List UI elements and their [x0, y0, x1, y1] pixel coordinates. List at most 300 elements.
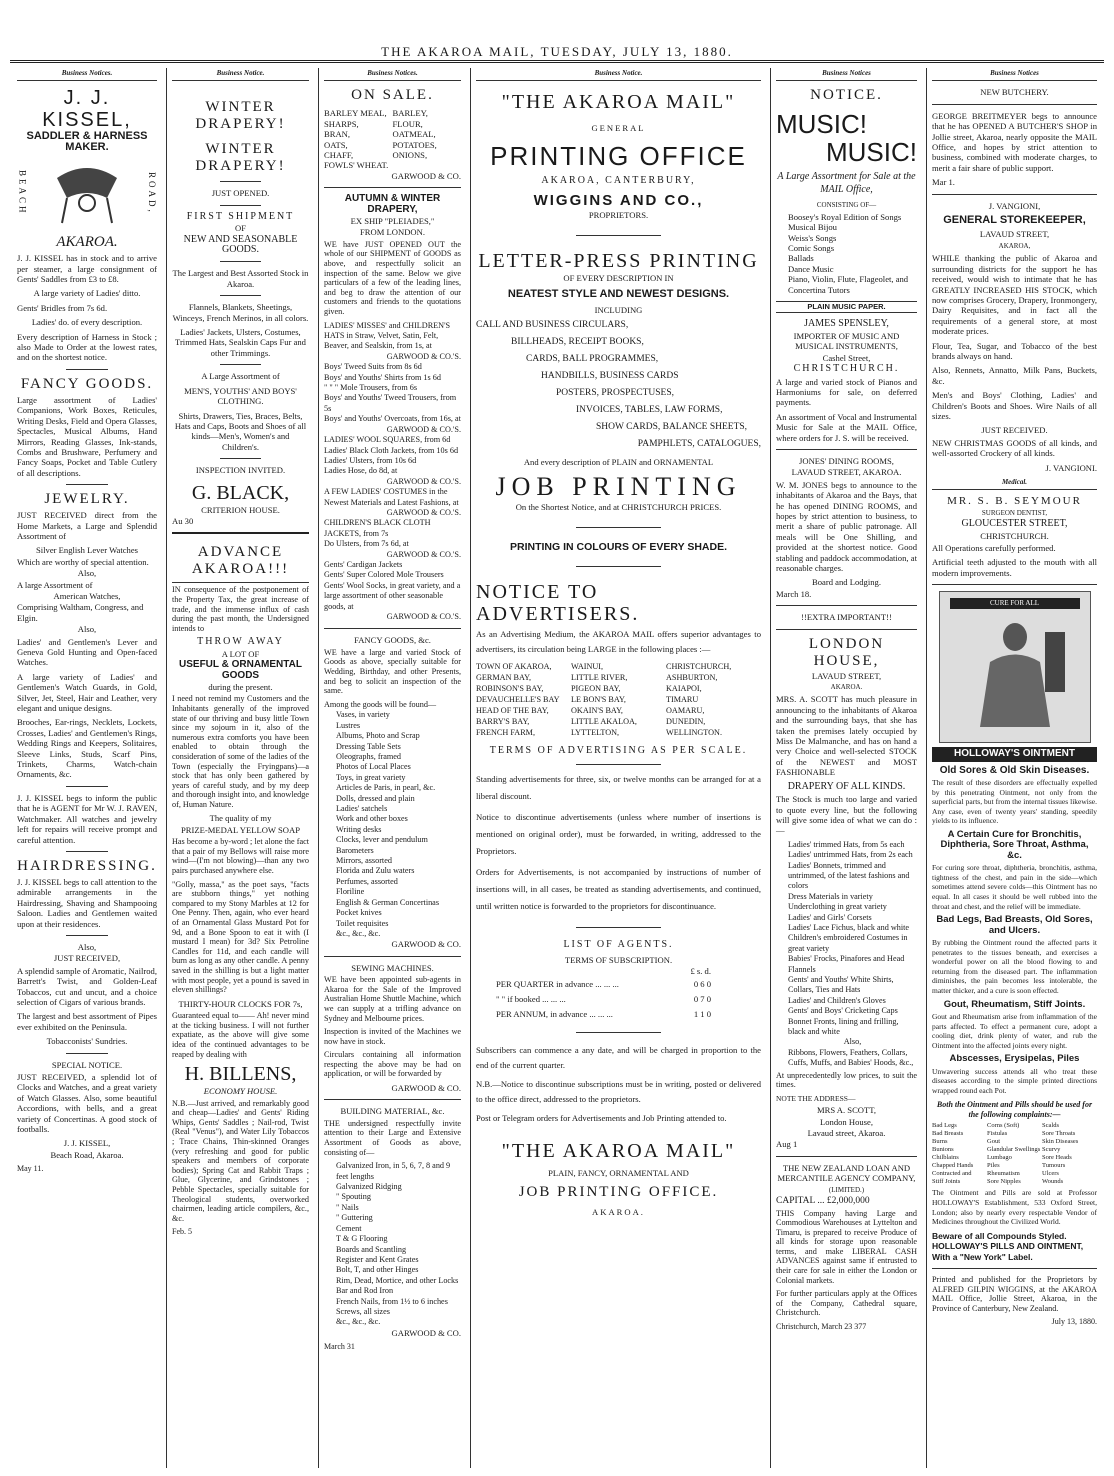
text-line: OF EVERY DESCRIPTION IN — [563, 272, 674, 283]
list-item: Ladies' and Children's Gloves — [788, 995, 886, 1005]
divider — [776, 449, 917, 450]
text-line: SPECIAL NOTICE. — [51, 1059, 123, 1070]
building-material-list — [324, 1161, 461, 1328]
list-item: Register and Kent Grates — [336, 1254, 419, 1264]
paragraph: A splendid sample of Aromatic, Nailrod, Barrett's Twist, and Golden-Leaf Tobaccos, cut and uncut, and a choice selection of Cigars of various brands. — [17, 965, 157, 1007]
headline: ON SALE. — [351, 87, 434, 104]
divider — [66, 851, 108, 852]
list-item: Clocks, lever and pendulum — [336, 835, 428, 845]
date-line: May 11. — [17, 1164, 44, 1174]
list-item: Boosey's Royal Edition of Songs — [788, 211, 902, 222]
text-line: THIRTY-HOUR CLOCKS FOR 7s, — [178, 998, 303, 1009]
text-line: IMPORTER OF MUSIC AND MUSICAL INSTRUMENTS, — [793, 330, 900, 352]
text-line: AKAROA. — [592, 1207, 645, 1218]
signature: GARWOOD & CO.'S. — [386, 424, 461, 434]
text-line: £ s. d. — [690, 966, 711, 977]
list-item: Floriline — [336, 887, 365, 897]
list-item: Photos of Local Places — [336, 762, 411, 772]
produce-item: POTATOES, — [392, 139, 437, 150]
divider — [776, 1156, 917, 1157]
text-line: THROW AWAY — [197, 636, 284, 648]
list-item: Ladies' Black Cloth Jackets, from 10s 6d — [324, 445, 459, 455]
paragraph: NEW CHRISTMAS GOODS of all kinds, and well-assorted Crockery of all kinds. — [932, 437, 1097, 459]
paragraph: For further particulars apply at the Offices of the Company, Cathedral square, Christchurch. — [776, 1289, 917, 1318]
paragraph: J. J. KISSEL begs to call attention to the admirable arrangements in the Hairdressing, Shaving and Shampooing Saloon. Ladies and Gentlemen waited upon at their residences. — [17, 876, 157, 929]
text-line: THE NEW ZEALAND LOAN AND MERCANTILE AGENCY COMPANY, — [777, 1162, 916, 1184]
text-line: !!EXTRA IMPORTANT!! — [801, 612, 892, 623]
paragraph: Ladies' and Gentlemen's Lever and Geneva Gold Hunting and Open-faced Watches. — [17, 636, 157, 668]
text-line: JAMES SPENSLEY, — [804, 318, 889, 330]
complaint-item: Fistulas — [987, 1130, 1008, 1138]
trade-title: SADDLER & HARNESS MAKER. — [26, 130, 148, 153]
paragraph: Has become a by-word ; let alone the fact that a pair of my Bellows will raise more wind—(I'm not blowing)—than any two pairs purchased anywhere else. — [172, 837, 309, 876]
column-5 — [770, 68, 922, 1468]
section-heading: FANCY GOODS. — [20, 375, 154, 392]
column-header: Business Notice. — [476, 68, 761, 81]
subscription-row — [476, 1007, 761, 1022]
list-item: " Nails — [336, 1202, 359, 1212]
text-line: And every description of PLAIN and ORNAMENTAL — [523, 456, 714, 467]
text-line: GENERAL — [591, 123, 646, 134]
paragraph: The Ointment and Pills are sold at Professor HOLLOWAY'S Establishment, 533 Oxford Street, London; also by nearly every respectable Vendor of Medicines throughout the Civilized World. — [932, 1188, 1097, 1227]
paragraph: A large variety of Ladies' and Gentlemen's Watch Guards, in Gold, Silver, Jet, Steel, Hair and Leather, very elegant and unique designs. — [17, 671, 157, 714]
paragraph: Printed and published for the Proprietors by ALFRED GILPIN WIGGINS, at the AKAROA MAIL Office, Jollie Street, Akaroa, in the Province of Canterbury, New Zealand. — [932, 1274, 1097, 1313]
produce-item: BARLEY MEAL, — [324, 108, 387, 119]
divider — [66, 786, 108, 787]
headline: LETTER-PRESS PRINTING — [478, 249, 759, 272]
text-line: CHRISTCHURCH. — [980, 530, 1049, 541]
section-heading: NEW BUTCHERY. — [980, 87, 1049, 98]
complaint-item: Contracted and — [932, 1170, 972, 1178]
text-line: INSPECTION INVITED. — [195, 465, 286, 476]
paragraph: Orders for Advertisements, is not accompanied by instructions of number of insertions will, in all cases, be treated as standing advertisements, and continued, until written notice is forwarded to the proprietors for discontinuance. — [476, 867, 761, 912]
divider — [172, 532, 309, 534]
text-line: J. VANGIONI, — [988, 200, 1041, 211]
list-item: Ladies' untrimmed Hats, from 2s each — [788, 850, 913, 860]
text-line: With a "New York" Label. — [932, 1251, 1033, 1262]
divider — [776, 605, 917, 606]
divider — [66, 1053, 108, 1054]
list-item: Bolt, T, and other Hinges — [336, 1265, 419, 1275]
divider — [576, 764, 662, 765]
divider — [220, 458, 261, 459]
complaint-item: Wounds — [1042, 1178, 1064, 1186]
paragraph: The result of these disorders are effectually expelled by this penetrating Ointment, not only from the superficial parts, but from the internal tissues likewise. Any case, even of twenty years' standing, speedily yields to its influence. — [932, 778, 1097, 826]
list-item: Do Ulsters, from 7s 6d, at — [324, 539, 409, 549]
text-line: TERMS OF ADVERTISING AS PER SCALE. — [489, 745, 748, 757]
paragraph: The Stock is much too large and varied to quote every line, but the following will give some idea of what we can do :— — [776, 794, 917, 836]
signature: J. J. KISSEL, — [63, 1138, 111, 1149]
list-item: CARDS, BALL PROGRAMMES, — [526, 353, 659, 364]
list-item: Comic Songs — [788, 243, 835, 254]
date-line: Feb. 5 — [172, 1227, 192, 1237]
list-item: Perfumes, assorted — [336, 876, 398, 886]
text-line: PLAIN, FANCY, ORNAMENTAL AND — [548, 1167, 689, 1178]
paragraph: Unwavering success attends all who treat these diseases according to the simple printed directions wrapped round each Pot. — [932, 1066, 1097, 1095]
list-item: " Guttering — [336, 1213, 373, 1223]
place-item: LITTLE RIVER, — [571, 673, 628, 683]
text-line: NEW AND SEASONABLE GOODS. — [183, 233, 298, 256]
paragraph: "Golly, massa," as the poet says, "facts are stubborn things," yet nothing compared to my Stony Marbles at 12 for One Penny. Then, again, who ever heard of an Ornamental Glass Mustard Pot for 9d, and a Bone Spoon to eat it with (I mustard I mean) for 3d? Six Petroline Candles for 11d, and each candle will burn as long as any other candle. A penny saved in the shilling is but a light matter with most people, yet a pound is saved in eleven shillings? — [172, 879, 309, 995]
subscription-row — [476, 977, 761, 992]
list-item: Ribbons, Flowers, Feathers, Collars, Cuffs, Muffs, and Babies' Hoods, &c., — [788, 1047, 914, 1068]
list-item: Boys' and Youths' Shirts from 1s 6d — [324, 372, 441, 382]
hygeia-figure-icon — [940, 592, 1090, 742]
text-line: Board and Lodging. — [812, 577, 881, 588]
list-item: Rim, Dead, Mortice, and other Locks — [336, 1275, 459, 1285]
list-item: Ladies Hose, do 8d, at — [324, 466, 398, 476]
list-item: Boys' and Youths' Overcoats, from 16s, at — [324, 414, 461, 424]
section-heading: JEWELRY. — [44, 491, 130, 508]
list-item: A FEW LADIES' COSTUMES in the Newest Materials and Latest Fashions, at — [324, 487, 459, 507]
list-item: CALL AND BUSINESS CIRCULARS, — [476, 319, 629, 330]
divider — [932, 104, 1097, 105]
music-list — [776, 212, 917, 295]
list-item: T & G Flooring — [336, 1234, 388, 1244]
place-item: FRENCH FARM, — [476, 728, 535, 738]
list-item: Florida and Zulu waters — [336, 866, 415, 876]
headline: MUSIC! — [776, 109, 867, 140]
paragraph: Guaranteed equal to—— Ah! never mind at the ticking business. I will not further expatiate, as the above will give some idea of the continued advantages to be reaped by dealing with — [172, 1011, 309, 1059]
section-heading: HAIRDRESSING. — [17, 857, 157, 874]
paragraph: JUST RECEIVED direct from the Home Markets, a Large and Splendid Assortment of — [17, 510, 157, 541]
text-line: PRINTING IN COLOURS OF EVERY SHADE. — [509, 540, 728, 553]
complaint-item: Chilblains — [932, 1154, 959, 1162]
text-line: INCLUDING — [594, 305, 643, 316]
list-item: Ladies' trimmed Hats, from 5s each — [788, 839, 905, 849]
column-header: Business Notice. — [172, 68, 309, 81]
column-header: Business Notices. — [17, 68, 157, 81]
list-item: Writing desks — [336, 824, 382, 834]
complaint-item: Bad Breasts — [932, 1130, 964, 1138]
list-item: Gents' and Youths' White Shirts, Collars, Ties and Hats — [788, 975, 894, 995]
produce-item: CHAFF, — [324, 150, 354, 161]
divider — [220, 205, 261, 206]
text-line: CONSISTING OF— — [816, 201, 877, 210]
text-line: during the present. — [208, 681, 273, 692]
date-line: July 13, 1880. — [1051, 1317, 1097, 1327]
text-line: Both the Ointment and Pills should be used for the following complaints:— — [936, 1099, 1093, 1119]
text-line: JUST RECEIVED. — [981, 425, 1048, 436]
rate-label: PER QUARTER in advance ... ... ... — [496, 978, 619, 989]
cure-banner: CURE FOR ALL — [950, 598, 1080, 608]
paragraph: Standing advertisements for three, six, or twelve months can be arranged for at a liberal discount. — [476, 774, 761, 802]
place-item: GERMAN BAY, — [476, 673, 532, 683]
text-line: ECONOMY HOUSE. — [203, 1086, 278, 1097]
complaint-item: Piles — [987, 1162, 1000, 1170]
list-item: &c., &c., &c. — [336, 1317, 381, 1327]
list-item: Ladies' satchels — [336, 804, 388, 814]
produce-item: BARLEY, — [392, 108, 428, 119]
column-6 — [926, 68, 1102, 1468]
column-1 — [12, 68, 162, 1468]
text-line: JONES' DINING ROOMS, — [799, 455, 894, 466]
paragraph: Flannels, Blankets, Sheetings, Winceys, French Merinos, in all colors. — [172, 302, 309, 323]
text-line: CAPITAL ... £2,000,000 — [776, 1196, 870, 1207]
list-item: Gents' Cardigan Jackets — [324, 559, 403, 569]
text-line: Comprising Waltham, Congress, and Elgin. — [17, 602, 144, 623]
place-item: DEVAUCHELLE'S BAY — [476, 695, 560, 705]
complaint-item: Burns — [932, 1138, 948, 1146]
place-item: ROBINSON'S BAY, — [476, 684, 544, 694]
section-header: Medical. — [932, 477, 1097, 490]
complaint-item: Tumours — [1042, 1162, 1066, 1170]
list-item: HANDBILLS, BUSINESS CARDS — [541, 370, 679, 381]
complaint-item: Scalds — [1042, 1122, 1059, 1130]
list-item: Vases, in variety — [336, 710, 390, 720]
saddle-emblem-icon — [47, 158, 127, 228]
paragraph: Gents' Bridles from 7s 6d. — [17, 302, 108, 313]
signature: GARWOOD & CO. — [391, 939, 461, 950]
paragraph: Flour, Tea, Sugar, and Tobacco of the best brands always on hand. — [932, 340, 1097, 361]
list-item: Babies' Frocks, Pinafores and Head Flannels — [788, 954, 905, 974]
masthead-rule — [10, 60, 1104, 63]
list-item: Barometers — [336, 845, 374, 855]
divider — [66, 935, 108, 936]
text-line: MR. S. B. SEYMOUR — [947, 495, 1082, 508]
text-line: USEFUL & ORNAMENTAL GOODS — [179, 659, 302, 681]
paragraph: Ladies' do. of every description. — [31, 317, 143, 328]
divider — [576, 527, 662, 528]
place-item: DUNEDIN, — [666, 717, 706, 727]
complaint-item: Rheumatism — [987, 1170, 1020, 1178]
signature: GARWOOD & CO.'S. — [386, 549, 461, 559]
list-item: Bar and Rod Iron — [336, 1286, 394, 1296]
column-header: Business Notices — [776, 68, 917, 81]
paragraph: JUST RECEIVED, a splendid lot of Clocks and Watches, and a great variety of Watch Glasses. Also, some beautiful Accordions, with bells, and a great variety of Concertinas. A good stock of footballs. — [17, 1072, 157, 1135]
list-item: Cement — [336, 1223, 362, 1233]
paragraph: A large and varied stock of Pianos and Harmoniums for sale, on deferred payments. — [776, 376, 917, 408]
produce-item: OATS, — [324, 139, 348, 150]
paragraph: MRS. A. SCOTT has much pleasure in announcing to the inhabitants of Akaroa and the surrounding bays, that she has taken the premises lately occupied by Miss De Malmanche, and has on hand a very Choice and well-selected STOCK of the NEWEST and MOST FASHIONABLE — [776, 694, 917, 778]
text-line: A LOT OF — [221, 648, 260, 659]
divider — [932, 1268, 1097, 1269]
date-line: Aug 1 — [776, 1139, 798, 1150]
paragraph: Shirts, Drawers, Ties, Braces, Belts, Hats and Caps, Boots and Shoes of all kinds—Men's, Women's and Children's. — [174, 410, 307, 452]
list-item: Boys' and Youths' Tweed Trousers, from 5s — [324, 393, 457, 413]
headline: ADVANCE AKAROA!!! — [172, 544, 309, 583]
date-line: Christchurch, March 23 377 — [776, 1322, 867, 1332]
list-item: POSTERS, PROSPECTUSES, — [556, 387, 674, 398]
paragraph: Post or Telegram orders for Advertisements and Job Printing attended to. — [476, 1112, 727, 1123]
signature: J. VANGIONI. — [1045, 462, 1097, 473]
masthead: THE AKAROA MAIL, TUESDAY, JULY 13, 1880. — [381, 44, 733, 59]
advertiser-name: J. J. KISSEL, — [42, 87, 132, 132]
date-line: Au 30 — [172, 515, 194, 526]
list-item: LADIES' WOOL SQUARES, from 6d — [324, 435, 451, 445]
text-line: LAVAUD STREET, AKAROA. — [791, 467, 902, 478]
paragraph: J. J. KISSEL begs to inform the public that he is AGENT for Mr W. J. RAVEN, Watchmaker. All watches and jewelry left for repairs will receive prompt and careful attention. — [17, 792, 157, 845]
paragraph: I need not remind my Customers and the Inhabitants generally of the improved state of our thriving and busy little Town since my sojourn in it, also of the numerous extra comforts you have been enabled to obtain through the consideration of some of the ladies of the Town (especially the Fryingpans)—a stock that has only been gathered by years of careful study, and by my deep and thorough insight into, and knowledge of, Human Nature. — [172, 694, 309, 809]
rate-value: 0 6 0 — [693, 978, 711, 989]
print-services-list — [476, 317, 761, 453]
list-item: Ladies' Lace Fichus, black and white — [788, 922, 910, 932]
paragraph: A large variety of Ladies' ditto. — [33, 288, 141, 299]
text-line: AKAROA. — [830, 683, 863, 692]
text-line: LAVAUD STREET, — [979, 229, 1050, 240]
text-line: FIRST SHIPMENT — [186, 210, 295, 222]
list-item: Gents' Wool Socks, in great variety, and a large assortment of other seasonable goods, at — [324, 580, 461, 611]
list-item: Articles de Paris, in pearl, &c. — [336, 783, 436, 793]
text-line: JUST RECEIVED, — [53, 953, 121, 964]
divider — [324, 628, 461, 629]
produce-item: SHARPS, — [324, 118, 359, 129]
headline: AUTUMN & WINTER DRAPERY, — [344, 193, 441, 215]
saddler-emblem-row — [17, 158, 157, 228]
paragraph: By rubbing the Ointment round the affected parts it penetrates to the tissues beneath, and exercises a wonderful power on all the blood flowing to and returning from the diseased part. The inflammation diminishes, the pain becomes less intolerable, the matter thicker, and a cure is soon effected. — [932, 938, 1097, 995]
place-item: CHRISTCHURCH, — [666, 662, 732, 672]
signature: G. BLACK, — [191, 481, 290, 504]
divider — [576, 1032, 662, 1033]
text-line: Also, — [77, 941, 97, 952]
list-item: Ladies' Bonnets, trimmed and untrimmed, of the latest fashions and colors — [788, 860, 910, 891]
divider — [324, 956, 461, 957]
list-item: Dolls, dressed and plain — [336, 793, 415, 803]
list-item: Boys' Tweed Suits from 8s 6d — [324, 362, 422, 372]
place-item: KAIAPOI, — [666, 684, 702, 694]
list-item: French Nails, from 1½ to 6 inches — [336, 1296, 448, 1306]
headline: A Certain Cure for Bronchitis, Diphtheria, Sore Throat, Asthma, &c. — [940, 829, 1089, 861]
list-item: PAMPHLETS, CATALOGUES, — [637, 438, 761, 449]
paragraph: GEORGE BREITMEYER begs to announce that he has OPENED A BUTCHER'S SHOP in Jollie street, Akaroa, nearly opposite the MAIL Office, and hopes by strict attention to business, combined with moderate charges, to merit a fair share of public support. — [932, 110, 1097, 173]
divider — [220, 364, 261, 365]
signature: H. BILLENS, — [184, 1063, 297, 1086]
produce-item: ONIONS, — [392, 150, 428, 161]
paragraph: Men's and Boys' Clothing, Ladies' and Children's Boots and Shoes. Wire Nails of all sizes. — [932, 390, 1097, 421]
divider — [576, 235, 662, 236]
list-item: Dress Materials in variety — [788, 891, 873, 901]
list-item: Gents' and Boys' Cricketing Caps — [788, 1006, 898, 1016]
column-2 — [166, 68, 314, 1468]
text-line: EX SHIP "PLEIADES," — [350, 216, 435, 227]
paragraph: WE have JUST OPENED OUT the whole of our SHIPMENT of GOODS as above, and respectfully solicit an inspection of the same. Below we give particulars of a few of the leading lines, and beg to draw the attention of our customers and friends to the quotations given. — [324, 239, 461, 317]
list-item: LADIES' MISSES' and CHILDREN'S HATS in Straw, Velvet, Satin, Felt, Beaver, and Sealskin, from 1s, at — [324, 320, 451, 351]
headline: LONDON HOUSE, — [808, 635, 885, 669]
headline: JOB PRINTING OFFICE. — [518, 1184, 719, 1201]
paragraph: Notice to discontinue advertisements (unless where number of insertions is mentioned on original order), must be forwarded, in writing, addressed to the Proprietors. — [476, 812, 761, 857]
headline: JOB PRINTING — [495, 472, 742, 502]
divider — [324, 187, 461, 188]
list-item: Albums, Photo and Scrap — [336, 731, 420, 741]
paragraph: Every description of Harness in Stock ; also Made to Order at the lowest rates, and on the shortest notice. — [17, 331, 157, 363]
list-item: CHILDREN'S BLACK CLOTH JACKETS, from 7s — [324, 518, 431, 538]
place-item: LITTLE AKALOA, — [571, 717, 637, 727]
list-item: Ladies' Ulsters, from 10s 6d — [324, 455, 417, 465]
complaint-item: Sore Heads — [1042, 1154, 1072, 1162]
list-item: INVOICES, TABLES, LAW FORMS, — [576, 404, 723, 415]
divider — [66, 484, 108, 485]
complaint-item: Glandular Swellings — [987, 1146, 1041, 1154]
text-line: On the Shortest Notice, and at CHRISTCHURCH PRICES. — [515, 502, 722, 513]
circulation-places — [476, 661, 761, 738]
date-line: Mar 1. — [932, 177, 955, 188]
text-line: OF — [235, 223, 246, 234]
text-line: PLAIN MUSIC PAPER. — [776, 301, 917, 313]
complaint-item: Skin Diseases — [1042, 1138, 1079, 1146]
text-line: Among the goods will be found— — [324, 699, 437, 709]
list-item: Screws, all sizes — [336, 1306, 390, 1316]
complaint-item: Chapped Hands — [932, 1162, 974, 1170]
text-line: CHRISTCHURCH. — [793, 363, 900, 375]
signature: GARWOOD & CO. — [391, 1083, 461, 1094]
headline: PRINTING OFFICE — [490, 140, 747, 171]
text-line: GLOUCESTER STREET, — [961, 518, 1068, 530]
divider — [220, 295, 261, 296]
fancy-goods-list — [324, 710, 461, 939]
list-item: Gents' Super Colored Mole Trousers — [324, 570, 444, 580]
text-line: LIST OF AGENTS. — [563, 939, 674, 951]
text-line: Beware of all Compounds Styled. — [932, 1230, 1067, 1241]
text-line: DRAPERY OF ALL KINDS. — [787, 780, 906, 792]
text-line: Cashel Street, — [822, 352, 871, 363]
signature: GARWOOD & CO.'S. — [386, 612, 461, 621]
rate-label: " " if booked ... ... ... — [496, 993, 566, 1004]
produce-item: OATMEAL, — [392, 129, 436, 140]
text-line: NEATEST STYLE AND NEWEST DESIGNS. — [507, 288, 730, 301]
rate-label: PER ANNUM, in advance ... ... ... — [496, 1008, 613, 1019]
rate-value: 1 1 0 — [693, 1008, 711, 1019]
drapery-lines — [324, 321, 461, 623]
list-item: Dance Music — [788, 263, 834, 274]
divider — [220, 261, 261, 262]
list-item: Galvanized Ridging — [336, 1182, 402, 1192]
place-item: WAINUI, — [571, 662, 604, 672]
text-line: Which are worthy of special attention. — [17, 556, 149, 567]
complaint-item: Bad Legs — [932, 1122, 957, 1130]
list-item: Children's embroidered Costumes in great variety — [788, 933, 908, 953]
place-item: PIGEON BAY, — [571, 684, 621, 694]
list-item: Musical Bijou — [788, 222, 837, 233]
side-label-right: ROAD, — [147, 171, 157, 215]
list-item: Also, — [843, 1037, 862, 1047]
place-item: TOWN OF AKAROA, — [476, 662, 552, 672]
headline: Old Sores & Old Skin Diseases. — [939, 764, 1090, 776]
text-line: (LIMITED.) — [828, 1185, 865, 1194]
signature: GARWOOD & CO.'S. — [386, 476, 461, 486]
town-name: AKAROA. — [56, 234, 118, 251]
headline: GENERAL STOREKEEPER, — [943, 214, 1086, 227]
date-line: March 18. — [776, 588, 812, 599]
signature: GARWOOD & CO.'S. — [386, 507, 461, 517]
text-line: PROPRIETORS. — [588, 210, 649, 221]
divider — [932, 194, 1097, 195]
paragraph: IN consequence of the postponement of the Property Tax, the great increase of trade, and the immense influx of cash during the past month, the Undersigned intends to — [172, 585, 309, 633]
text-line: HOLLOWAY'S PILLS AND OINTMENT, — [932, 1241, 1084, 1252]
list-item: Pocket knives — [336, 908, 382, 918]
paragraph: THIS Company having Large and Commodious Warehouses at Lyttelton and Timaru, is prepared to receive Produce of all kinds for storage upon reasonable terms, and make LIBERAL CASH ADVANCES against same if entrusted to their care for sale in either the London or Colonial markets. — [776, 1208, 917, 1285]
divider — [324, 1099, 461, 1100]
place-item: LE BON'S BAY, — [571, 695, 626, 705]
column-header: Business Notices — [932, 68, 1097, 81]
paragraph: For curing sore throat, diphtheria, bronchitis, asthma, tightness of the chest, and pain in the side—which sometimes attend severe colds—this Ointment has no equal. In all cases it should be well rubbed into the throat and chest, and the relief will be immediate. — [932, 863, 1097, 911]
headline: NOTICE TO ADVERTISERS. — [476, 581, 640, 626]
paragraph: All Operations carefully performed. — [932, 543, 1056, 554]
text-line: The quality of my — [209, 813, 272, 824]
publication-title: "THE AKAROA MAIL" — [501, 1139, 736, 1162]
signature: MRS A. SCOTT, — [816, 1105, 877, 1116]
headline: Abscesses, Erysipelas, Piles — [949, 1053, 1080, 1065]
paragraph: MEN'S, YOUTHS' AND BOYS' CLOTHING. — [184, 385, 297, 407]
divider — [932, 584, 1097, 585]
list-item: Oleographs, framed — [336, 752, 402, 761]
text-line: Silver English Lever Watches — [35, 545, 138, 556]
text-line: JUST OPENED. — [211, 188, 270, 199]
divider — [776, 629, 917, 630]
paragraph: Artificial teeth adjusted to the mouth with all modern improvements. — [932, 557, 1097, 578]
list-item: Lustres — [336, 720, 361, 730]
text-line: Also, — [77, 568, 97, 579]
proprietor-name: WIGGINS AND CO., — [533, 192, 704, 210]
